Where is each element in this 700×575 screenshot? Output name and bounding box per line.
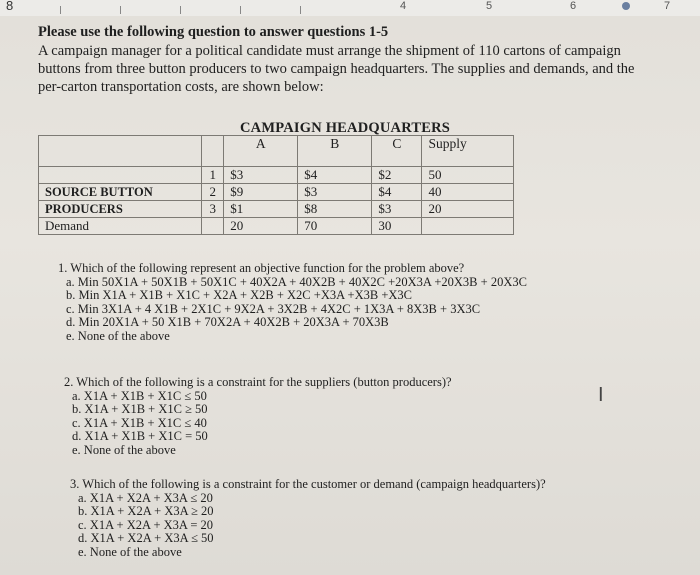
ruler-tick xyxy=(120,6,121,14)
table-row xyxy=(39,184,514,201)
cost-cell: $4 xyxy=(298,167,372,184)
col-header-c: C xyxy=(372,136,422,167)
answer-option: e. None of the above xyxy=(66,328,170,343)
table-row xyxy=(39,167,514,184)
ruler-indent-marker[interactable] xyxy=(622,2,630,10)
table-cell xyxy=(39,136,202,167)
cost-cell: $9 xyxy=(224,184,298,201)
question-3 xyxy=(70,478,546,560)
ruler-tick xyxy=(300,6,301,14)
answer-option: d. X1A + X2A + X3A ≤ 50 xyxy=(78,531,214,546)
supply-cell: 20 xyxy=(422,201,514,218)
answer-option: c. X1A + X2A + X3A = 20 xyxy=(78,517,214,532)
col-header-supply: Supply xyxy=(422,136,514,167)
answer-option: d. Min 20X1A + 50 X1B + 70X2A + 40X2B + 20X3A + 70X3B xyxy=(66,315,389,330)
table-cell xyxy=(202,136,224,167)
ruler-number: 5 xyxy=(486,0,493,12)
transport-cost-table xyxy=(38,135,514,235)
cost-cell: $3 xyxy=(224,167,298,184)
table-title: CAMPAIGN HEADQUARTERS xyxy=(240,120,451,136)
source-label-line1: SOURCE BUTTON xyxy=(39,184,202,201)
question-text: 1. Which of the following represent an objective function for the problem above? xyxy=(58,261,465,275)
cost-cell: $4 xyxy=(372,184,422,201)
cost-cell: $1 xyxy=(224,201,298,218)
question-text: 3. Which of the following is a constraint for the customer or demand (campaign headquarters)? xyxy=(70,477,546,491)
intro-paragraph: A campaign manager for a political candidate must arrange the shipment of 110 cartons of campaign buttons from three button producers to two campaign headquarters. The supplies and demands, and the per-carton transportation costs, are shown below: xyxy=(38,43,635,95)
col-header-a: A xyxy=(224,136,298,167)
cost-cell: $8 xyxy=(298,201,372,218)
ruler-tick xyxy=(180,6,181,14)
source-label-line2: PRODUCERS xyxy=(39,201,202,218)
answer-option: c. Min 3X1A + 4 X1B + 2X1C + 9X2A + 3X2B + 4X2C + 1X3A + 8X3B + 3X3C xyxy=(66,301,481,316)
ruler-number: 4 xyxy=(400,0,407,12)
table-header-row xyxy=(39,136,514,167)
table-row xyxy=(39,201,514,218)
cost-cell: $3 xyxy=(372,201,422,218)
table-cell xyxy=(39,167,202,184)
ruler-number: 6 xyxy=(570,0,577,12)
cost-cell: $3 xyxy=(298,184,372,201)
ruler-tick xyxy=(240,6,241,14)
answer-option: d. X1A + X1B + X1C = 50 xyxy=(72,429,208,444)
demand-label: Demand xyxy=(39,218,202,235)
ruler-corner-glyph: 8 xyxy=(6,0,14,13)
demand-row xyxy=(39,218,514,235)
text-cursor-icon: I xyxy=(598,384,604,406)
question-text: 2. Which of the following is a constraint for the suppliers (button producers)? xyxy=(64,375,452,389)
row-id: 1 xyxy=(202,167,224,184)
answer-option: a. X1A + X2A + X3A ≤ 20 xyxy=(78,490,213,505)
supply-cell: 40 xyxy=(422,184,514,201)
answer-option: a. Min 50X1A + 50X1B + 50X1C + 40X2A + 40X2B + 40X2C +20X3A +20X3B + 20X3C xyxy=(66,274,527,289)
col-header-b: B xyxy=(298,136,372,167)
demand-cell: 70 xyxy=(298,218,372,235)
ruler-number: 7 xyxy=(664,0,671,12)
answer-option: e. None of the above xyxy=(72,442,176,457)
answer-option: b. Min X1A + X1B + X1C + X2A + X2B + X2C +X3A +X3B +X3C xyxy=(66,288,413,303)
answer-option: b. X1A + X1B + X1C ≥ 50 xyxy=(72,402,208,417)
ruler xyxy=(0,0,700,17)
page-heading: Please use the following question to answer questions 1-5 xyxy=(38,24,389,40)
ruler-tick xyxy=(60,6,61,14)
table-cell xyxy=(422,218,514,235)
answer-option: e. None of the above xyxy=(78,544,182,559)
demand-cell: 30 xyxy=(372,218,422,235)
row-id: 2 xyxy=(202,184,224,201)
question-1 xyxy=(58,262,527,344)
supply-cell: 50 xyxy=(422,167,514,184)
answer-option: a. X1A + X1B + X1C ≤ 50 xyxy=(72,388,207,403)
answer-option: b. X1A + X2A + X3A ≥ 20 xyxy=(78,504,214,519)
row-id: 3 xyxy=(202,201,224,218)
table-cell xyxy=(202,218,224,235)
demand-cell: 20 xyxy=(224,218,298,235)
question-2 xyxy=(64,376,452,458)
document-page[interactable] xyxy=(0,16,700,575)
answer-option: c. X1A + X1B + X1C ≤ 40 xyxy=(72,415,207,430)
cost-cell: $2 xyxy=(372,167,422,184)
